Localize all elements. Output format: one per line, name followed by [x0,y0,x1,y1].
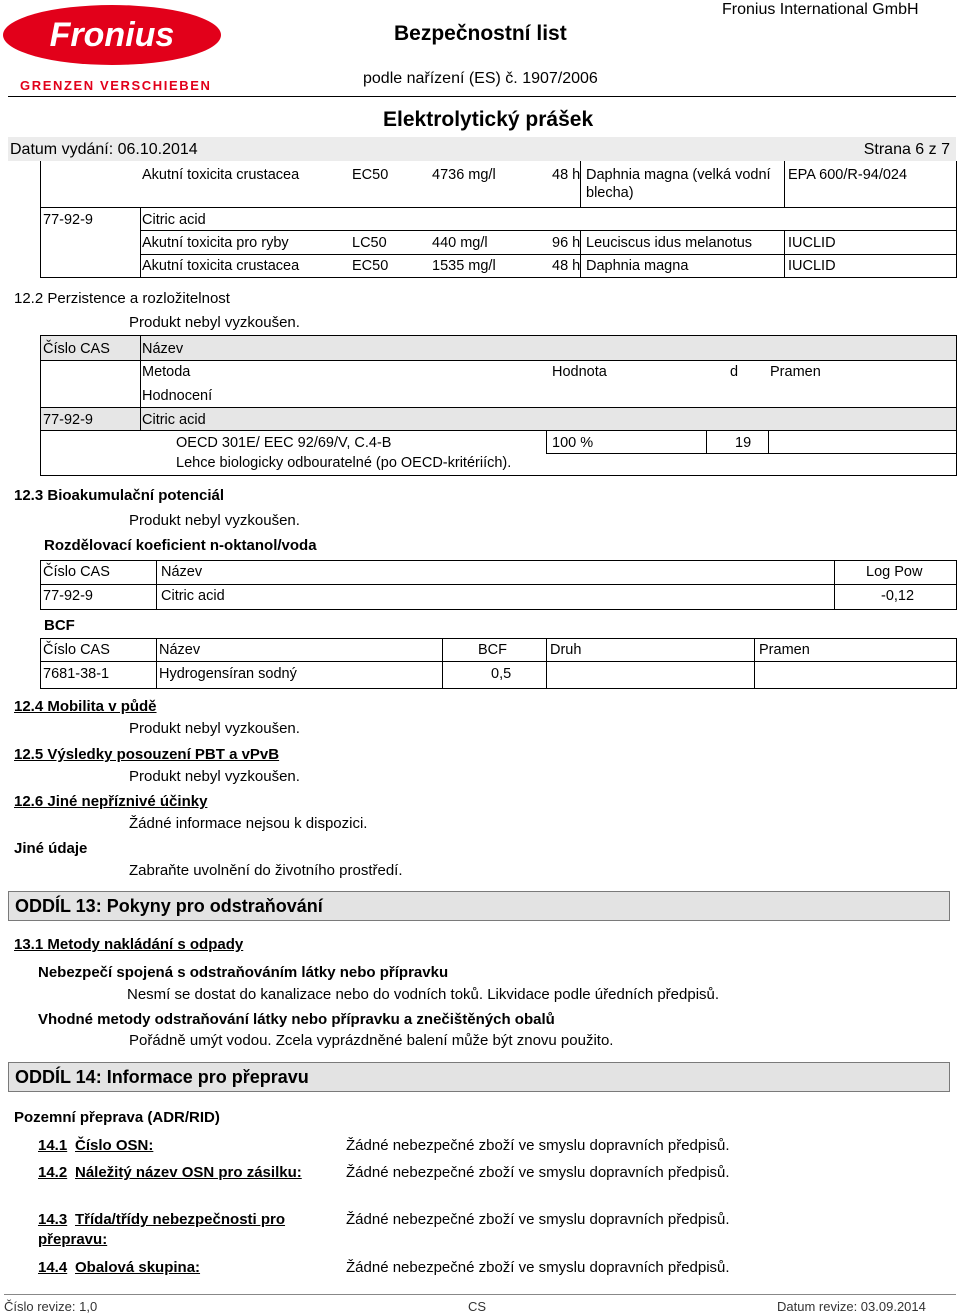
tox-source: EPA 600/R-94/024 [788,167,908,183]
logpow-name: Citric acid [161,588,225,604]
revision-date: Datum revize: 03.09.2014 [777,1299,926,1314]
company-name: Fronius International GmbH [722,1,919,18]
transport-item-number: 14.3 [38,1211,68,1228]
other-info-title: Jiné údaje [14,840,88,857]
tox-time: 48 h [552,258,581,274]
page-number: Strana 6 z 7 [863,141,950,158]
section-12-3-title: 12.3 Bioakumulační potenciál [14,487,225,504]
transport-item-label: Obalová skupina: [75,1259,201,1276]
logpow-header-value: Log Pow [866,564,923,580]
persistence-method: OECD 301E/ EEC 92/69/V, C.4-B [176,435,392,451]
section-12-2-title: 12.2 Perzistence a rozložitelnost [14,290,230,307]
product-name: Elektrolytický prášek [383,108,594,131]
transport-item-value: Žádné nebezpečné zboží ve smyslu dopravních předpisů. [346,1259,730,1276]
logo-tagline: GRENZEN VERSCHIEBEN [20,78,212,93]
tox-source: IUCLID [788,235,836,251]
tox-method: LC50 [352,235,387,251]
disposal-method-heading: Vhodné metody odstraňování látky nebo přípravku a znečištěných obalů [38,1011,555,1028]
transport-item-value: Žádné nebezpečné zboží ve smyslu dopravních předpisů. [346,1137,730,1154]
tox-value: 1535 mg/l [432,258,496,274]
bcf-label: BCF [44,617,75,634]
bcf-header-kind: Druh [550,642,582,658]
persistence-substance: Citric acid [142,412,206,428]
regulation-subtitle: podle nařízení (ES) č. 1907/2006 [363,70,598,87]
section-12-5-note: Produkt nebyl vyzkoušen. [129,768,300,785]
bcf-header-source: Pramen [759,642,810,658]
tox-species-cont: blecha) [586,185,634,201]
transport-item-label: Náležitý název OSN pro zásilku: [75,1164,302,1181]
disposal-hazard-heading: Nebezpečí spojená s odstraňováním látky nebo přípravku [38,964,449,981]
logpow-cas: 77-92-9 [43,588,93,604]
transport-item-label-cont: přepravu: [38,1231,108,1248]
transport-item-label: Číslo OSN: [75,1137,154,1154]
header-rating: Hodnocení [142,388,213,404]
bcf-value: 0,5 [491,666,512,682]
header-name: Název [142,341,184,357]
header-d: d [730,364,739,380]
section-13-title: ODDÍL 13: Pokyny pro odstraňování [15,896,323,916]
section-12-2-note: Produkt nebyl vyzkoušen. [129,314,300,331]
tox-method: EC50 [352,258,389,274]
transport-item-number: 14.1 [38,1137,68,1154]
header-cas: Číslo CAS [43,341,110,357]
section-12-6-note: Žádné informace nejsou k dispozici. [129,815,368,832]
issue-date: Datum vydání: 06.10.2014 [10,141,198,158]
section-13-1-title: 13.1 Metody nakládání s odpady [14,936,244,953]
logo-text: Fronius [49,16,175,54]
persistence-rating: Lehce biologicky odbouratelné (po OECD-kritériích). [176,455,512,471]
section-12-4-note: Produkt nebyl vyzkoušen. [129,720,300,737]
tox-type: Akutní toxicita crustacea [142,167,300,183]
tox-species: Daphnia magna [586,258,689,274]
persistence-value: 100 % [552,435,594,451]
transport-item-number: 14.4 [38,1259,68,1276]
partition-coefficient-title: Rozdělovací koeficient n-oktanol/voda [44,537,317,554]
bcf-name: Hydrogensíran sodný [159,666,297,682]
tox-cas: 77-92-9 [43,212,93,228]
section-13-bar [8,891,950,921]
section-14-title: ODDÍL 14: Informace pro přepravu [15,1067,309,1087]
header-method: Metoda [142,364,191,380]
persistence-days: 19 [735,435,752,451]
date-bar [8,137,956,161]
tox-value: 4736 mg/l [432,167,496,183]
logpow-value: -0,12 [881,588,915,604]
transport-item-number: 14.2 [38,1164,68,1181]
persistence-cas: 77-92-9 [43,412,93,428]
bcf-header-bcf: BCF [478,642,507,658]
tox-time: 96 h [552,235,581,251]
revision-number: Číslo revize: 1,0 [4,1299,98,1314]
tox-substance-name: Citric acid [142,212,206,228]
section-12-3-note: Produkt nebyl vyzkoušen. [129,512,300,529]
section-14-bar [8,1062,950,1092]
tox-method: EC50 [352,167,389,183]
tox-type: Akutní toxicita crustacea [142,258,300,274]
disposal-method-text: Pořádně umýt vodou. Zcela vyprázdněné balení může být znovu použito. [129,1032,614,1049]
land-transport-title: Pozemní přeprava (ADR/RID) [14,1109,220,1126]
section-12-5-title: 12.5 Výsledky posouzení PBT a vPvB [14,746,280,763]
product-bar [8,97,956,137]
transport-item-value: Žádné nebezpečné zboží ve smyslu dopravních předpisů. [346,1211,730,1228]
document-title: Bezpečnostní list [394,22,567,45]
other-info-note: Zabraňte uvolnění do životního prostředí. [129,862,403,879]
header-source: Pramen [770,364,821,380]
section-12-6-title: 12.6 Jiné nepříznivé účinky [14,793,208,810]
logpow-header-cas: Číslo CAS [43,564,110,580]
bcf-header-name: Název [159,642,201,658]
tox-value: 440 mg/l [432,235,488,251]
language-code: CS [468,1299,487,1314]
logpow-header-name: Název [161,564,203,580]
tox-type: Akutní toxicita pro ryby [142,235,289,251]
bcf-cas: 7681-38-1 [43,666,110,682]
tox-source: IUCLID [788,258,836,274]
header-value: Hodnota [552,364,607,380]
transport-item-value: Žádné nebezpečné zboží ve smyslu dopravních předpisů. [346,1164,730,1181]
transport-item-label: Třída/třídy nebezpečnosti pro [75,1211,286,1228]
fronius-logo [2,4,222,66]
tox-species: Leuciscus idus melanotus [586,235,753,251]
tox-species: Daphnia magna (velká vodní [586,167,771,183]
disposal-hazard-text: Nesmí se dostat do kanalizace nebo do vodních toků. Likvidace podle úředních předpisů. [127,986,720,1003]
tox-time: 48 h [552,167,581,183]
bcf-header-cas: Číslo CAS [43,642,110,658]
section-12-4-title: 12.4 Mobilita v půdě [14,698,157,715]
